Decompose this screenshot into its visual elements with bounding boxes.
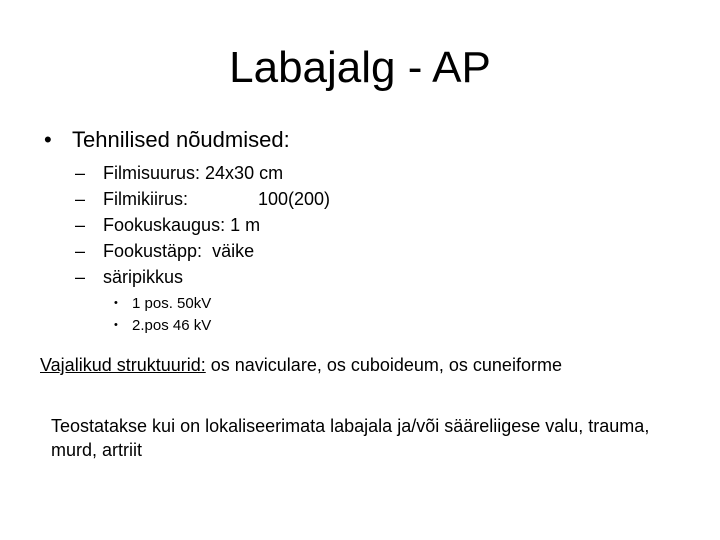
bullet-symbol: • (114, 319, 118, 331)
bullet-symbol: • (44, 127, 52, 152)
list-item (75, 238, 330, 264)
requirement-value: väike (212, 241, 255, 261)
requirement-value: 1 m (230, 215, 261, 235)
main-bullet-text: Tehnilised nõudmised: (72, 127, 290, 152)
exposure-list (114, 292, 211, 336)
indication-text: Teostatakse kui on lokaliseerimata labajala ja/või sääreliigese valu, trauma, murd, artriit (51, 416, 650, 460)
dash-symbol: – (75, 267, 86, 287)
structures-value: os naviculare, os cuboideum, os cuneiforme (210, 355, 562, 375)
bullet-symbol: • (114, 297, 118, 309)
list-item (114, 314, 211, 336)
structures-label: Vajalikud struktuurid: (40, 355, 206, 375)
list-item (75, 264, 330, 290)
requirement-label: Fookustäpp: (103, 241, 203, 261)
list-item (75, 212, 330, 238)
requirement-label: Filmikiirus: (103, 189, 188, 209)
dash-symbol: – (75, 189, 86, 209)
list-item (75, 160, 330, 186)
slide-title: Labajalg - AP (229, 43, 491, 92)
requirement-label: Filmisuurus: (103, 163, 201, 183)
requirement-label: Fookuskaugus: (103, 215, 226, 235)
requirement-value: 100(200) (258, 189, 331, 209)
requirements-list (75, 160, 330, 290)
list-item (75, 186, 330, 212)
requirement-label: säripikkus (103, 267, 184, 287)
exposure-text: 2.pos 46 kV (132, 317, 212, 334)
dash-symbol: – (75, 163, 86, 183)
required-structures (40, 353, 562, 377)
exposure-text: 1 pos. 50kV (132, 295, 212, 312)
requirement-value: 24x30 cm (205, 163, 284, 183)
dash-symbol: – (75, 215, 86, 235)
dash-symbol: – (75, 241, 86, 261)
list-item (114, 292, 211, 314)
main-bullet (44, 126, 290, 154)
